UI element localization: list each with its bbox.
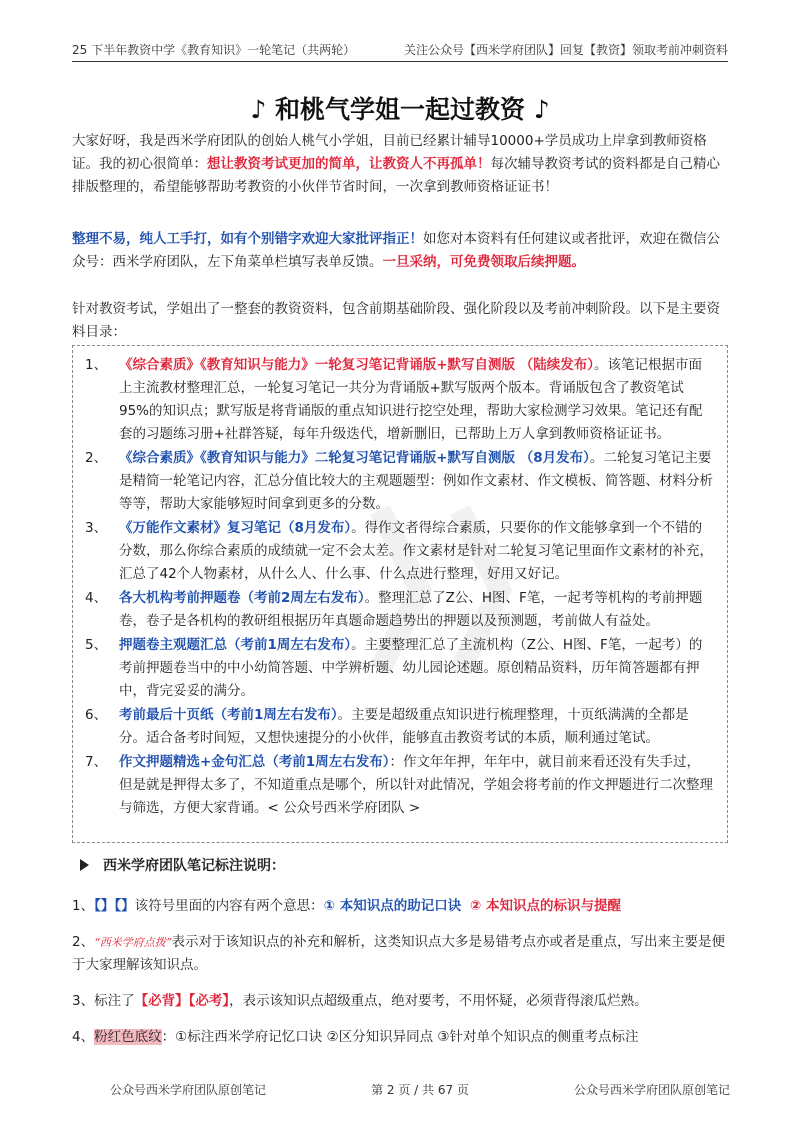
pink-highlight-tag: 粉红色底纹: [94, 1029, 162, 1045]
note-item: [72, 1026, 728, 1049]
must-recite-tag: 【必背】: [134, 993, 189, 1009]
notes-heading-text: 西米学府团队笔记标注说明：: [103, 858, 285, 874]
page-header: [72, 36, 728, 62]
bracket-symbols: 【】【】: [94, 898, 135, 914]
header-left: 25 下半年教资中学《教育知识》一轮笔记（共两轮）: [72, 43, 356, 57]
catalog-desc: 。二轮复习笔记主要是精简一轮笔记内容，汇总分值比较大的主观题题型：例如作文素材、作文模板、简答题、材料分析等等，帮助大家能够短时间拿到更多的分数。: [119, 450, 713, 512]
catalog-desc: 。该笔记根据市面上主流教材整理汇总，一轮复习笔记一共分为背诵版+默写版两个版本。背诵版包含了教资笔试95%的知识点；默写版是将背诵版的重点知识进行挖空处理，帮助大家检测学习效果。笔记还有配套的习题练习册+社群答疑，每年升级迭代，增新删旧，已帮助上万人拿到教师资格证证书。: [119, 357, 703, 442]
catalog-num: 1、: [85, 357, 108, 373]
notice-text: 如您对本资料有任何建议或者批评，欢迎在微信公众号：西米学府团队，左下角菜单栏填写表单反馈。: [72, 231, 720, 270]
catalog-num: 7、: [85, 754, 108, 770]
note-option-2: ② 本知识点的标识与提醒: [469, 898, 621, 914]
catalog-desc: 。整理汇总了Z公、H图、F笔，一起考等机构的考前押题卷，卷子是各机构的教研组根据历年真题命题趋势出的押题以及预测题，考前做人有益处。: [119, 590, 703, 629]
notice-paragraph: [72, 228, 728, 274]
page-title: ♪ 和桃气学姐一起过教资 ♪: [250, 95, 550, 124]
catalog-title: 各大机构考前押题卷（考前2周左右发布）: [119, 590, 365, 606]
catalog-num: 6、: [85, 707, 108, 723]
intro-text-b: 每次辅导教资考试的资料都是自己精心排版整理的，希望能够帮助考教资的小伙伴节省时间，一次拿到教师资格证证书！: [72, 156, 720, 195]
note-option-1: ① 本知识点的助记口诀: [323, 898, 462, 914]
notes-heading: [80, 855, 285, 875]
note-prefix: 3、标注了: [72, 993, 135, 1009]
catalog-title: 《综合素质》《教育知识与能力》二轮复习笔记背诵版+默写自测版 （8月发布）: [119, 450, 590, 466]
intro-text-a: 大家好呀，我是西米学府团队的创始人桃气小学姐，目前已经累计辅导10000+学员成功上岸拿到教师资格证。我的初心很简单：: [72, 133, 707, 172]
footer-right: 公众号西米学府团队原创笔记: [573, 1083, 730, 1097]
catalog-num: 5、: [85, 637, 108, 653]
catalog-title: 押题卷主观题汇总（考前1周左右发布）: [119, 637, 352, 653]
catalog-desc: 。主要整理汇总了主流机构（Z公、H图、F笔，一起考）的考前押题卷当中的中小幼简答题、中学辨析题、幼儿园论述题。原创精品资料，历年简答题都有押中，背完妥妥的满分。: [119, 637, 703, 699]
catalog-item: [83, 751, 713, 820]
note-tag: “西米学府点拨”: [94, 936, 172, 949]
intro-slogan: 想让教资考试更加的简单，让教资人不再孤单！: [207, 156, 491, 172]
note-text: 表示对于该知识点的补充和解析，这类知识点大多是易错考点亦或者是重点，写出来主要是便于大家理解该知识点。: [72, 934, 725, 973]
notice-blue: 整理不易，纯人工手打，如有个别错字欢迎大家批评指正！: [72, 231, 423, 247]
catalog-title: 考前最后十页纸（考前1周左右发布）: [119, 707, 338, 723]
note-prefix: 4、: [72, 1029, 95, 1045]
note-prefix: 2、: [72, 934, 95, 950]
arrow-right-icon: [80, 859, 89, 871]
must-test-tag: 【必考】: [188, 993, 230, 1009]
note-text: ：①标注西米学府记忆口诀 ②区分知识异同点 ③针对单个知识点的侧重考点标注: [161, 1029, 639, 1045]
note-item: [72, 931, 728, 977]
catalog-box: [72, 345, 728, 843]
header-right: 关注公众号【西米学府团队】回复【教资】领取考前冲刺资料: [403, 43, 728, 57]
notes-list: [72, 895, 728, 1062]
catalog-title: 《综合素质》《教育知识与能力》一轮复习笔记背诵版+默写自测版 （陆续发布）: [119, 357, 595, 373]
catalog-desc: ：作文年年押，年年中，就目前来看还没有失手过，但是就是押得太多了，不知道重点是哪个，所以针对此情况，学姐会将考前的作文押题进行二次整理与筛选，方便大家背诵。< 公众号西米学府团队 >: [119, 754, 713, 816]
catalog-item: [83, 634, 713, 703]
catalog-item: [83, 704, 713, 750]
catalog-num: 2、: [85, 450, 108, 466]
catalog-item: [83, 354, 713, 446]
note-text: 该符号里面的内容有两个意思：: [134, 898, 324, 914]
note-item: [72, 895, 728, 918]
note-item: [72, 990, 728, 1013]
page-footer: [110, 1081, 730, 1098]
catalog-num: 3、: [85, 520, 108, 536]
page-number: 第 2 页 / 共 67 页: [371, 1083, 469, 1097]
catalog-item: [83, 517, 713, 586]
note-text: ，表示该知识点超级重点，绝对要考，不用怀疑，必须背得滚瓜烂熟。: [229, 993, 648, 1009]
catalog-desc: 。主要是超级重点知识进行梳理整理，十页纸满满的全都是分。适合备考时间短，又想快速提分的小伙伴，能够直击教资考试的本质，顺利通过笔试。: [119, 707, 689, 746]
catalog-item: [83, 587, 713, 633]
notice-red: 一旦采纳，可免费领取后续押题。: [382, 254, 585, 270]
catalog-num: 4、: [85, 590, 108, 606]
note-prefix: 1、: [72, 898, 95, 914]
catalog-title: 作文押题精选+金句汇总（考前1周左右发布）: [119, 754, 390, 770]
intro-paragraph: [72, 130, 728, 199]
catalog-desc: 。得作文者得综合素质，只要你的作文能够拿到一个不错的分数，那么你综合素质的成绩就一定不会太差。作文素材是针对二轮复习笔记里面作文素材的补充，汇总了42个人物素材，从什么人、什么事、什么点进行整理，好用又好记。: [119, 520, 713, 582]
catalog-item: [83, 447, 713, 516]
footer-left: 公众号西米学府团队原创笔记: [110, 1083, 267, 1097]
catalog-title: 《万能作文素材》复习笔记（8月发布）: [119, 520, 352, 536]
catalog-intro: 针对教资考试，学姐出了一整套的教资资料，包含前期基础阶段、强化阶段以及考前冲刺阶段。以下是主要资料目录：: [72, 301, 720, 340]
